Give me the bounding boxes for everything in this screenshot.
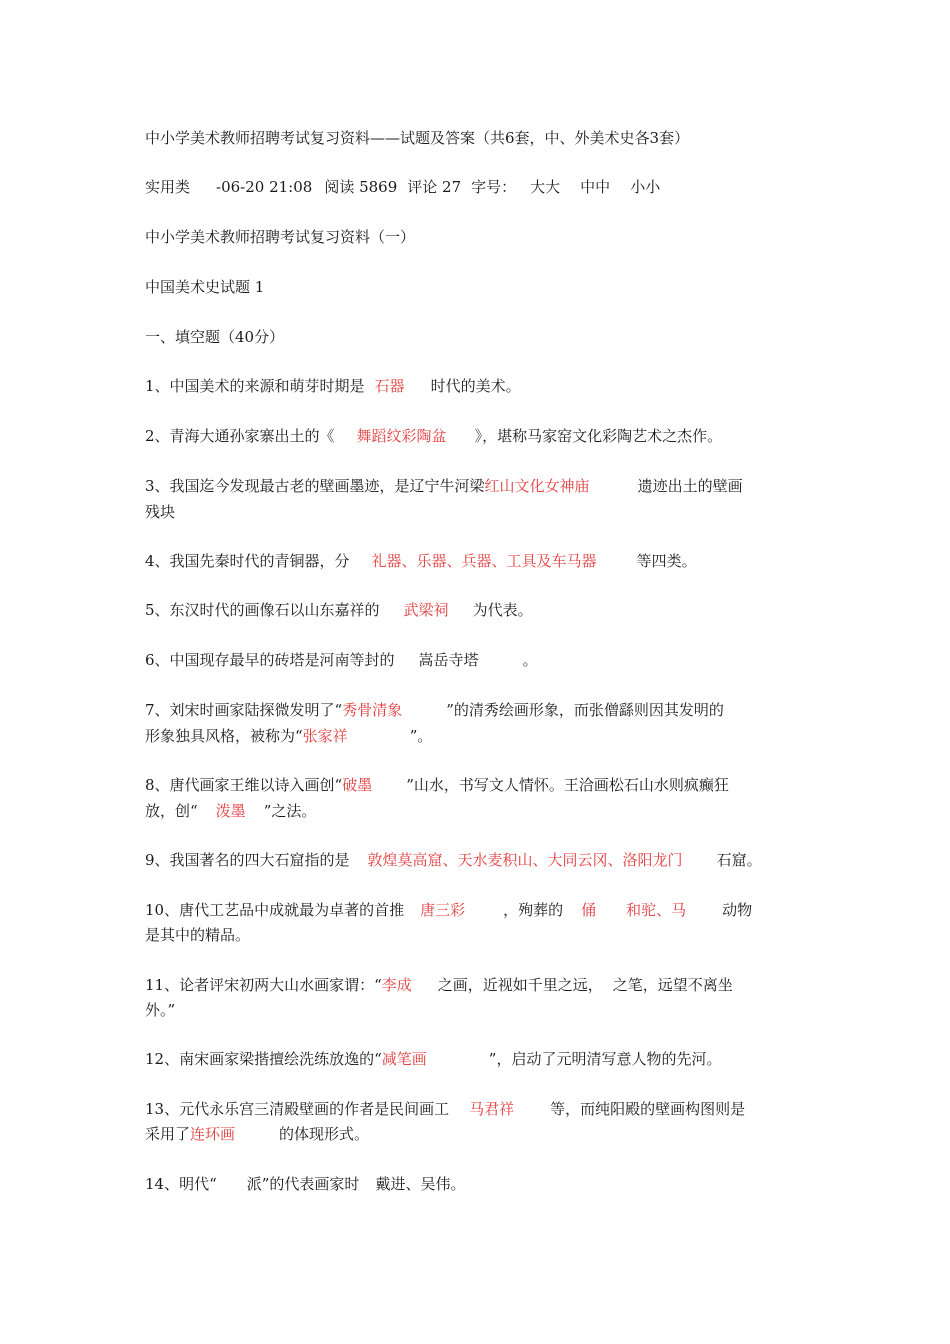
answer-5: 武梁祠 [403,601,449,619]
question-14: 14、明代“ 派”的代表画家时 戴进、吴伟。 [145,1175,466,1193]
question-13-cont: 采用了连环画 的体现形式。 [145,1125,370,1143]
section-heading: 中国美术史试题 1 [145,278,265,296]
question-8: 8、唐代画家王维以诗入画创“破墨 ”山水，书写文人情怀。王洽画松石山水则疯癫狂 [145,776,729,794]
answer-3: 红山文化女神庙 [484,477,590,495]
question-6: 6、中国现存最早的砖塔是河南等封的 嵩岳寺塔 。 [145,651,538,669]
meta-datetime: -06-20 21:08 [216,178,313,196]
question-7: 7、刘宋时画家陆探微发明了“秀骨清象 ”的清秀绘画形象，而张僧繇则因其发明的 [145,701,724,719]
font-size-large-link[interactable]: 大大 [530,178,561,196]
answer-7b: 张家祥 [302,727,348,745]
answer-10a: 唐三彩 [420,901,466,919]
part-heading: 一、填空题（40分） [145,328,285,346]
question-9: 9、我国著名的四大石窟指的是 敦煌莫高窟、天水麦积山、大同云冈、洛阳龙门 石窟。 [145,851,762,869]
answer-7a: 秀骨清象 [342,701,403,719]
question-1: 1、中国美术的来源和萌芽时期是 石器 时代的美术。 [145,377,521,395]
answer-4: 礼器、乐器、兵器、工具及车马器 [371,552,597,570]
question-10: 10、唐代工艺品中成就最为卓著的首推 唐三彩 ，殉葬的 俑 和驼、马 动物 [145,901,753,919]
answer-13b: 连环画 [190,1125,236,1143]
question-3: 3、我国迄今发现最古老的壁画墨迹，是辽宁牛河梁红山文化女神庙 遗迹出土的壁画 [145,477,743,495]
question-2: 2、青海大通孙家寨出土的《 舞蹈纹彩陶盆 》，堪称马家窑文化彩陶艺术之杰作。 [145,427,723,445]
meta-reads: 阅读 5869 [324,178,398,196]
font-size-label: 字号： [471,178,517,196]
question-7-cont: 形象独具风格，被称为“张家祥 ”。 [145,727,433,745]
question-12: 12、南宋画家梁揩擅绘洗练放逸的“减笔画 ”，启动了元明清写意人物的先河。 [145,1050,722,1068]
answer-10b: 俑 [581,901,597,919]
answer-13a: 马君祥 [469,1100,515,1118]
question-11-cont: 外。” [145,1001,176,1019]
answer-8a: 破墨 [342,776,373,794]
question-3-cont: 残块 [145,503,176,521]
answer-12: 减笔画 [381,1050,427,1068]
answer-6: 嵩岳寺塔 [418,651,479,669]
answer-2: 舞蹈纹彩陶盆 [356,427,447,445]
answer-9: 敦煌莫高窟、天水麦积山、大同云冈、洛阳龙门 [367,851,683,869]
question-13: 13、元代永乐宫三清殿壁画的作者是民间画工 马君祥 等，而纯阳殿的壁画构图则是 [145,1100,746,1118]
article-meta [145,174,660,200]
answer-11: 李成 [381,976,412,994]
font-size-small-link[interactable]: 小小 [630,178,661,196]
answer-10c: 和驼、马 [626,901,687,919]
meta-comments: 评论 27 [407,178,462,196]
document-title: 中小学美术教师招聘考试复习资料——试题及答案（共6套，中、外美术史各3套） [145,129,690,147]
document-subtitle: 中小学美术教师招聘考试复习资料（一） [145,228,416,246]
meta-category: 实用类 [145,178,191,196]
question-10-cont: 是其中的精品。 [145,926,251,944]
answer-8b: 泼墨 [215,802,246,820]
font-size-medium-link[interactable]: 中中 [580,178,611,196]
answer-1: 石器 [374,377,405,395]
question-5: 5、东汉时代的画像石以山东嘉祥的 武梁祠 为代表。 [145,601,533,619]
question-8-cont: 放，创“ 泼墨 ”之法。 [145,802,317,820]
question-4: 4、我国先秦时代的青铜器，分 礼器、乐器、兵器、工具及车马器 等四类。 [145,552,697,570]
question-11: 11、论者评宋初两大山水画家谓：“李成 之画，近视如千里之远， 之笔，远望不离坐 [145,976,733,994]
